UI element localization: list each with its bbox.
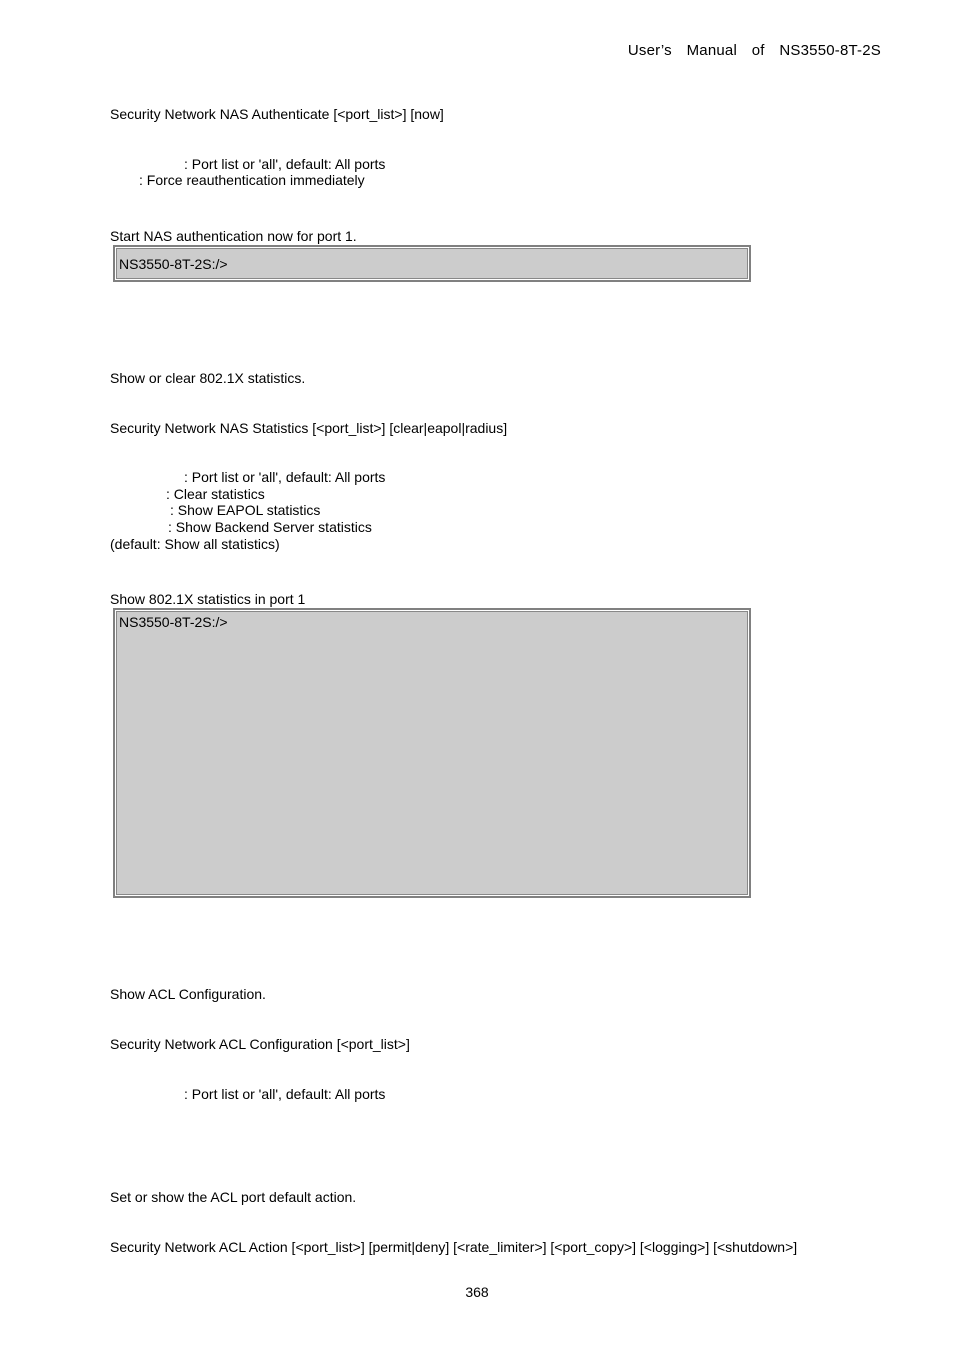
param-radius: : Show Backend Server statistics <box>168 519 372 535</box>
example-caption: Start NAS authentication now for port 1. <box>110 228 357 244</box>
param-port-list: : Port list or 'all', default: All ports <box>184 1086 386 1102</box>
console-box <box>113 608 751 898</box>
param-now: : Force reauthentication immediately <box>139 172 365 188</box>
manual-header: User’s Manual of NS3550-8T-2S <box>627 42 881 59</box>
syntax-acl-configuration: Security Network ACL Configuration [<port_list>] <box>110 1036 410 1052</box>
param-port-list: : Port list or 'all', default: All ports <box>184 469 386 485</box>
param-eapol: : Show EAPOL statistics <box>170 502 321 518</box>
console-prompt: NS3550-8T-2S:/> <box>119 614 228 630</box>
console-box <box>113 245 751 282</box>
example-caption: Show 802.1X statistics in port 1 <box>110 591 306 607</box>
description: Show ACL Configuration. <box>110 986 266 1002</box>
description: Show or clear 802.1X statistics. <box>110 370 306 386</box>
param-default: (default: Show all statistics) <box>110 536 280 552</box>
page-number: 368 <box>465 1284 489 1300</box>
param-port-list: : Port list or 'all', default: All ports <box>184 156 386 172</box>
syntax-acl-action: Security Network ACL Action [<port_list>] [permit|deny] [<rate_limiter>] [<port_copy>] [<logging>] [<shutdown>] <box>110 1239 798 1255</box>
syntax-nas-statistics: Security Network NAS Statistics [<port_list>] [clear|eapol|radius] <box>110 420 508 436</box>
param-clear: : Clear statistics <box>166 486 265 502</box>
console-prompt: NS3550-8T-2S:/> <box>119 256 228 272</box>
description: Set or show the ACL port default action. <box>110 1189 357 1205</box>
syntax-nas-authenticate: Security Network NAS Authenticate [<port_list>] [now] <box>110 106 444 122</box>
